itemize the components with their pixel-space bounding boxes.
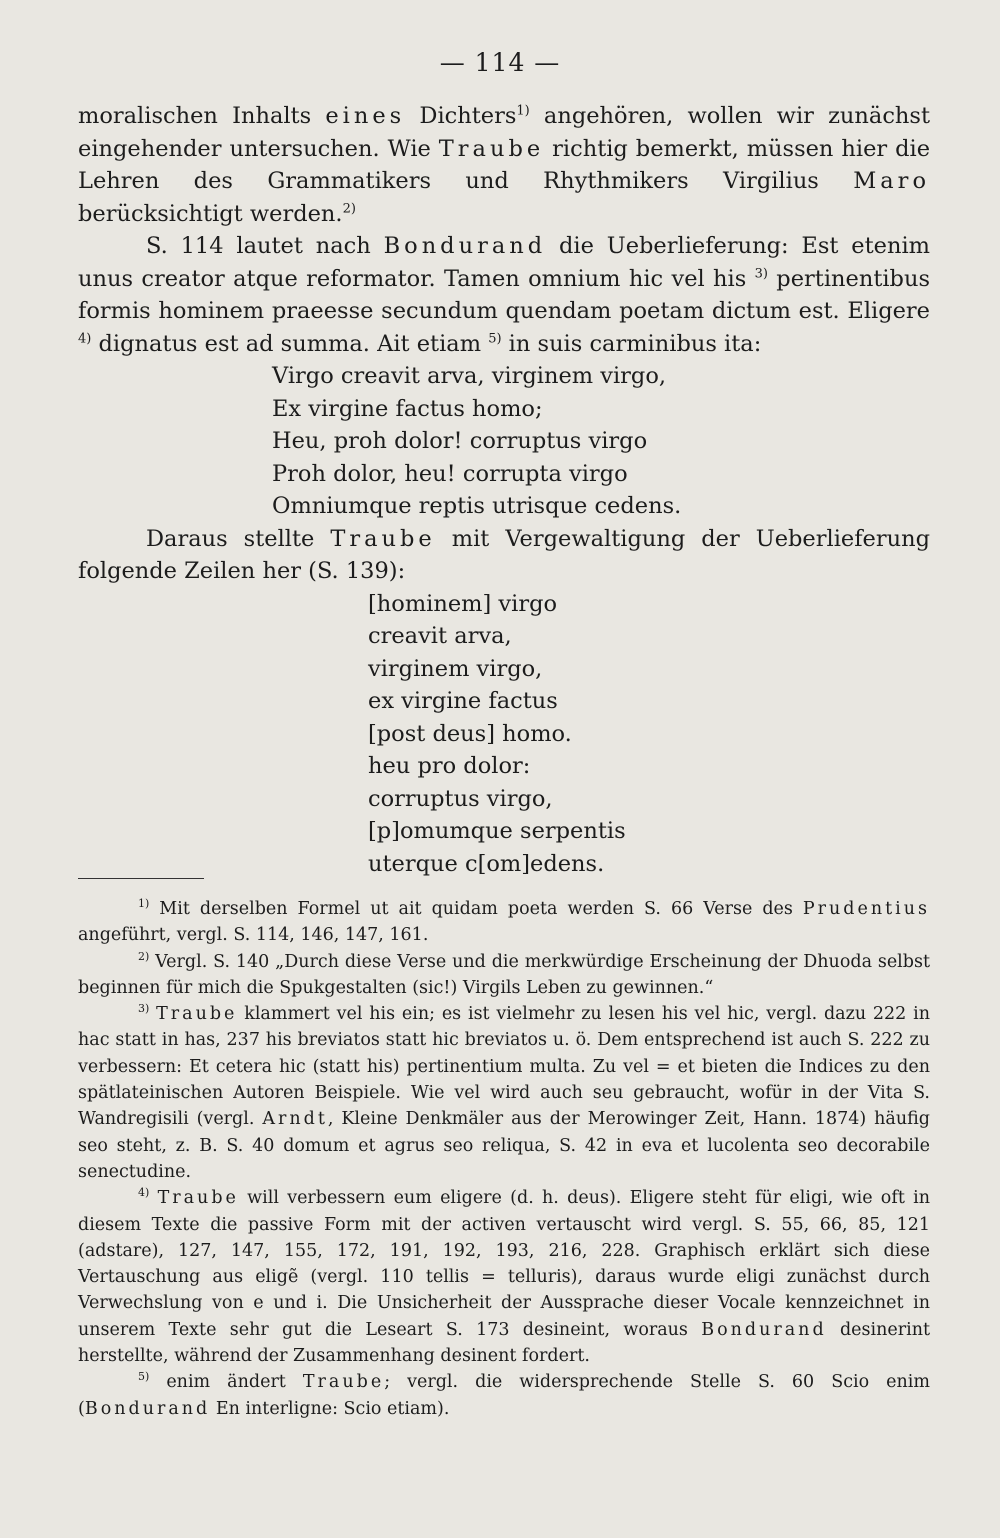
text-run: Mit derselben Formel ut ait quidam poeta werden S. 66 Verse des (149, 899, 803, 919)
verse-line: [p]omumque serpentis (368, 818, 626, 844)
footnote-ref-5: 5) (488, 331, 502, 346)
verse-block-traube (368, 588, 930, 881)
author-name: Traube (156, 1004, 238, 1025)
text-run: desinerint herstellte, während der Zusammenhang desinent fordert. (78, 1319, 931, 1367)
text-run: pertinentibus formis hominem praeesse secundum quendam poetam dictum est. Eligere (78, 265, 930, 324)
author-name: Bondurand (383, 233, 547, 259)
text-run: S. 114 lautet nach (146, 233, 384, 259)
page-number: — 114 — (439, 48, 561, 77)
footnotes (78, 896, 930, 1422)
paragraph-2 (78, 230, 930, 360)
text-run: in suis carminibus ita: (501, 330, 762, 357)
verse-line: [post deus] homo. (368, 720, 572, 747)
footnote-mark: 2) (138, 949, 150, 963)
verse-line: corruptus virgo, (368, 785, 553, 812)
verse-line: Omniumque reptis utrisque cedens. (272, 493, 682, 519)
spaced-text: eines (325, 103, 406, 129)
footnote-ref-1: 1) (516, 103, 530, 119)
footnote-mark: 4) (138, 1186, 150, 1200)
text-run: En interligne: Scio etiam). (210, 1398, 450, 1419)
author-name: Maro (853, 168, 930, 194)
text-run: Vergl. S. 140 „Durch diese Verse und die merkwürdige Erscheinung der Dhuoda selbst beginnen für mich die Spukgestalten (sic!) Virgils Leben zu gewinnen.“ (78, 951, 930, 998)
text-run: Dichters (405, 103, 517, 129)
text-run: , Kleine Denkmäler aus der Merowinger Zeit, Hann. 1874) häufig seo steht, z. B. S. 40 domum et agrus seo reliqua, S. 42 in eva et lucolenta seo decorabile senectudine. (78, 1109, 930, 1182)
text-run: enim ändert (149, 1372, 303, 1393)
text-run: klammert vel his ein; es ist vielmehr zu lesen his vel hic, vergl. dazu 222 in hac statt in has, 237 his breviatos statt hic breviatos u. ö. Dem entsprechend ist auch S. 222 zu verbessern: Et cetera hic (statt his) pertinentium multa. Zu vel = et bieten die Indices zu den spätlateinischen Autoren Beispiele. Wie vel wird auch seu gebraucht, wofür in der Vita S. Wandregisili (vergl. (78, 1004, 930, 1130)
author-name: Traube (302, 1372, 385, 1393)
text-run: berücksichtigt werden. (78, 200, 343, 227)
author-name: Bondurand (701, 1319, 827, 1340)
text-run: will verbessern eum eligere (d. h. deus). Eligere steht für eligi, wie oft in diesem Texte die passive Form mit der activen vertauscht wird vergl. S. 55, 66, 85, 121 (adstare), 127, 147, 155, 172, 191, 192, 193, 216, 228. Graphisch erklärt sich diese Vertauschung aus eligẽ (vergl. 110 tellis = telluris), daraus wurde eligi zunächst durch Verwechslung von e und i. Die Unsicherheit der Aussprache dieser Vocale kennzeichnet in unserem Texte sehr gut die Leseart S. 173 desineint, woraus (78, 1188, 930, 1340)
author-name: Traube (157, 1188, 239, 1209)
text-run: richtig bemerkt, müssen hier die Lehren des Grammatikers und Rhythmikers Virgilius (78, 135, 931, 194)
verse-line: virginem virgo, (368, 655, 543, 682)
verse-line: heu pro dolor: (368, 753, 531, 779)
footnote-mark: 5) (138, 1370, 150, 1384)
text-run: angehören, wollen wir zunächst eingehender untersuchen. Wie (78, 103, 931, 162)
paragraph-1 (78, 100, 930, 230)
footnote-5 (78, 1369, 930, 1422)
verse-line: ex virgine factus (368, 688, 558, 714)
footnote-separator (78, 878, 204, 879)
footnote-mark: 3) (138, 1002, 150, 1016)
verse-block-original (272, 360, 930, 523)
text-run: ; vergl. die widersprechende Stelle S. 60 Scio enim ( (78, 1372, 930, 1419)
main-text (78, 100, 930, 880)
verse-line: Virgo creavit arva, virginem virgo, (272, 363, 667, 389)
text-run: mit Vergewaltigung der Ueberlieferung folgende Zeilen her (S. 139): (78, 525, 930, 584)
footnote-mark: 1) (138, 897, 150, 911)
text-run: Daraus stellte (146, 525, 331, 552)
author-name: Arndt (262, 1109, 328, 1130)
footnote-ref-2: 2) (342, 201, 356, 216)
author-name: Traube (438, 135, 545, 162)
footnote-4 (78, 1185, 930, 1369)
paragraph-3 (78, 523, 930, 588)
footnote-ref-3: 3) (754, 266, 768, 281)
text-run: angeführt, vergl. S. 114, 146, 147, 161. (78, 925, 429, 946)
footnote-2 (78, 949, 930, 1002)
verse-line: Ex virgine factus homo; (272, 395, 543, 422)
verse-line: [hominem] virgo (368, 590, 558, 617)
verse-line: uterque c[om]edens. (368, 850, 605, 877)
text-run: die Ueberlieferung: Est etenim unus creator atque reformator. Tamen omnium hic vel his (78, 233, 930, 292)
verse-line: Heu, proh dolor! corruptus virgo (272, 428, 648, 454)
author-name: Traube (330, 525, 436, 552)
footnote-3 (78, 1001, 930, 1185)
footnote-ref-4: 4) (78, 331, 92, 346)
footnote-1 (78, 896, 930, 949)
author-name: Prudentius (802, 899, 930, 919)
verse-line: creavit arva, (368, 623, 512, 649)
verse-line: Proh dolor, heu! corrupta virgo (272, 460, 628, 487)
text-run (149, 1188, 157, 1208)
text-run: moralischen Inhalts (78, 103, 326, 129)
author-name: Bondurand (84, 1398, 211, 1419)
text-run: dignatus est ad summa. Ait etiam (91, 330, 489, 357)
